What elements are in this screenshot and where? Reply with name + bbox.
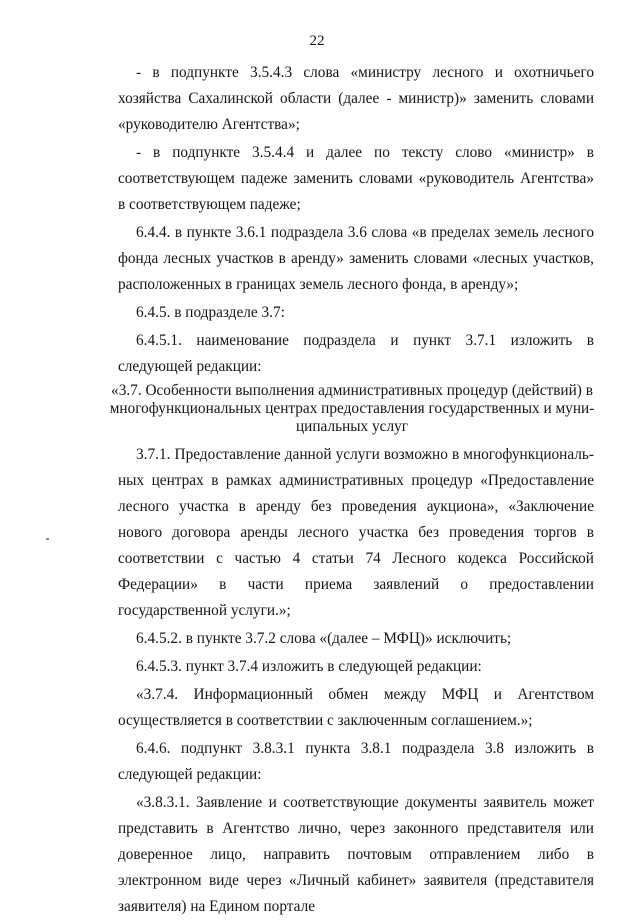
paragraph-6-4-6: 6.4.6. подпункт 3.8.3.1 пункта 3.8.1 подраздела 3.8 изложить в следующей редакции: — [118, 740, 594, 783]
paragraph-6-4-5-3: 6.4.5.3. пункт 3.7.4 изложить в следующей редакции: — [136, 658, 482, 675]
paragraph-3-7-4: «3.7.4. Информационный обмен между МФЦ и Агентством осуществляется в соответствии с заключенным соглашением.»; — [118, 686, 594, 729]
paragraph-6-4-4: 6.4.4. в пункте 3.6.1 подраздела 3.6 слова «в пределах земель лесного фонда лесных участков в аренду» заменить словами «лесных участков, расположенных в границах земель лесного фонда, в аренду»; — [118, 224, 594, 293]
section-heading-3-7: «3.7. Особенности выполнения административных процедур (действий) в многофункциональных центрах предоставления государственных и муниципальных услуг — [109, 382, 595, 435]
paragraph-6-4-5-1: 6.4.5.1. наименование подраздела и пункт 3.7.1 изложить в следующей редакции: — [118, 332, 594, 375]
paragraph-3-7-1: 3.7.1. Предоставление данной услуги возможно в многофункциональных центрах в рамках административных процедур «Предоставление лесного участка в аренду без проведения аукциона», «Заключение нового договора аренды лесного участка без проведения торгов в соответствии с частью 4 статьи 74 Лесного кодекса Российской Федерации» в части приема заявлений о предоставлении государственной услуги.»; — [118, 446, 594, 619]
paragraph-3-8-3-1: «3.8.3.1. Заявление и соответствующие документы заявитель может представить в Агентство лично, через законного представителя или доверенное лицо, направить почтовым отправлением либо в электронном виде через «Личный кабинет» заявителя (представителя заявителя) на Едином портале — [118, 794, 594, 915]
paragraph-6-4-5-2: 6.4.5.2. в пункте 3.7.2 слова «(далее – МФЦ)» исключить; — [136, 630, 512, 647]
paragraph-3-5-4-4: - в подпункте 3.5.4.4 и далее по тексту слово «министр» в соответствующем падеже заменить словами «руководитель Агентства» в соответствующем падеже; — [118, 144, 594, 213]
paragraph-3-5-4-3: - в подпункте 3.5.4.3 слова «министру лесного и охотничьего хозяйства Сахалинской области (далее - министр)» заменить словами «руководителю Агентства»; — [118, 64, 594, 133]
paragraph-6-4-5: 6.4.5. в подразделе 3.7: — [136, 304, 285, 321]
document-body — [109, 60, 595, 922]
page-number: 22 — [309, 33, 325, 49]
scan-artifact — [46, 538, 49, 540]
